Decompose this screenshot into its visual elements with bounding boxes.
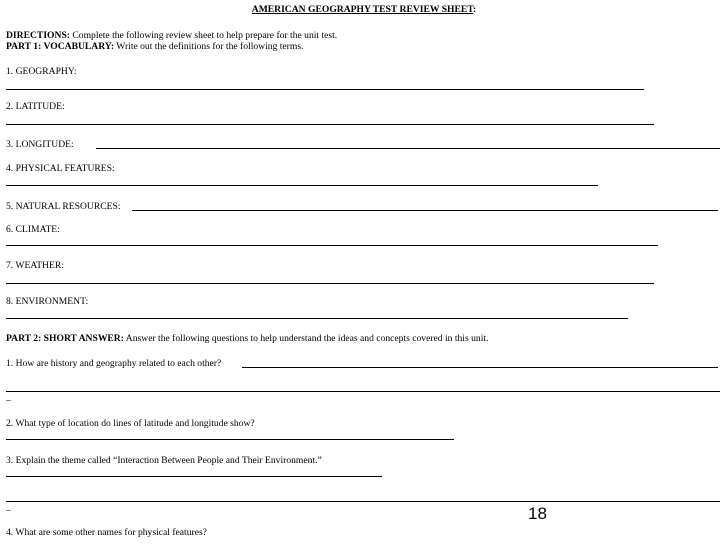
question-4: 4. What are some other names for physical features? — [6, 527, 207, 538]
part2-text: Answer the following questions to help understand the ideas and concepts covered in this unit. — [123, 333, 489, 344]
answer-line — [96, 148, 720, 149]
part1-text: Write out the definitions for the following terms. — [114, 41, 304, 52]
directions-text: Complete the following review sheet to help prepare for the unit test. — [69, 30, 338, 41]
question-3: 3. Explain the theme called “Interaction Between People and Their Environment.” — [6, 455, 322, 466]
answer-line — [6, 439, 454, 440]
vocab-item-climate: 6. CLIMATE: — [6, 224, 60, 235]
answer-line — [6, 476, 382, 477]
vocab-item-natural-resources: 5. NATURAL RESOURCES: — [6, 201, 121, 212]
vocab-item-latitude: 2. LATITUDE: — [6, 101, 65, 112]
part2-label: PART 2: SHORT ANSWER: — [6, 333, 124, 344]
answer-line — [6, 89, 644, 90]
answer-line — [6, 185, 598, 186]
part2-heading — [6, 333, 488, 345]
answer-line — [6, 391, 720, 392]
answer-line — [242, 367, 718, 368]
directions-label: DIRECTIONS: — [6, 30, 70, 41]
vocab-item-physical-features: 4. PHYSICAL FEATURES: — [6, 163, 115, 174]
vocab-item-weather: 7. WEATHER: — [6, 260, 64, 271]
wrap-dash: – — [6, 395, 11, 406]
answer-line — [6, 318, 628, 319]
wrap-dash: – — [6, 505, 11, 516]
answer-line — [6, 501, 720, 502]
question-2: 2. What type of location do lines of latitude and longitude show? — [6, 418, 255, 429]
answer-line — [6, 245, 658, 246]
question-1: 1. How are history and geography related to each other? — [6, 358, 222, 369]
page-number: 18 — [528, 504, 547, 523]
vocab-item-longitude: 3. LONGITUDE: — [6, 139, 74, 150]
vocab-item-environment: 8. ENVIRONMENT: — [6, 296, 89, 307]
answer-line — [132, 210, 718, 211]
answer-line — [6, 124, 654, 125]
title-text: AMERICAN GEOGRAPHY TEST REVIEW SHEET — [251, 4, 474, 15]
title-colon: : — [473, 4, 477, 15]
vocab-item-geography: 1. GEOGRAPHY: — [6, 66, 77, 77]
page-title — [0, 4, 728, 16]
answer-line — [6, 283, 654, 284]
part1-label: PART 1: VOCABULARY: — [6, 41, 115, 52]
part1-heading — [6, 41, 303, 53]
